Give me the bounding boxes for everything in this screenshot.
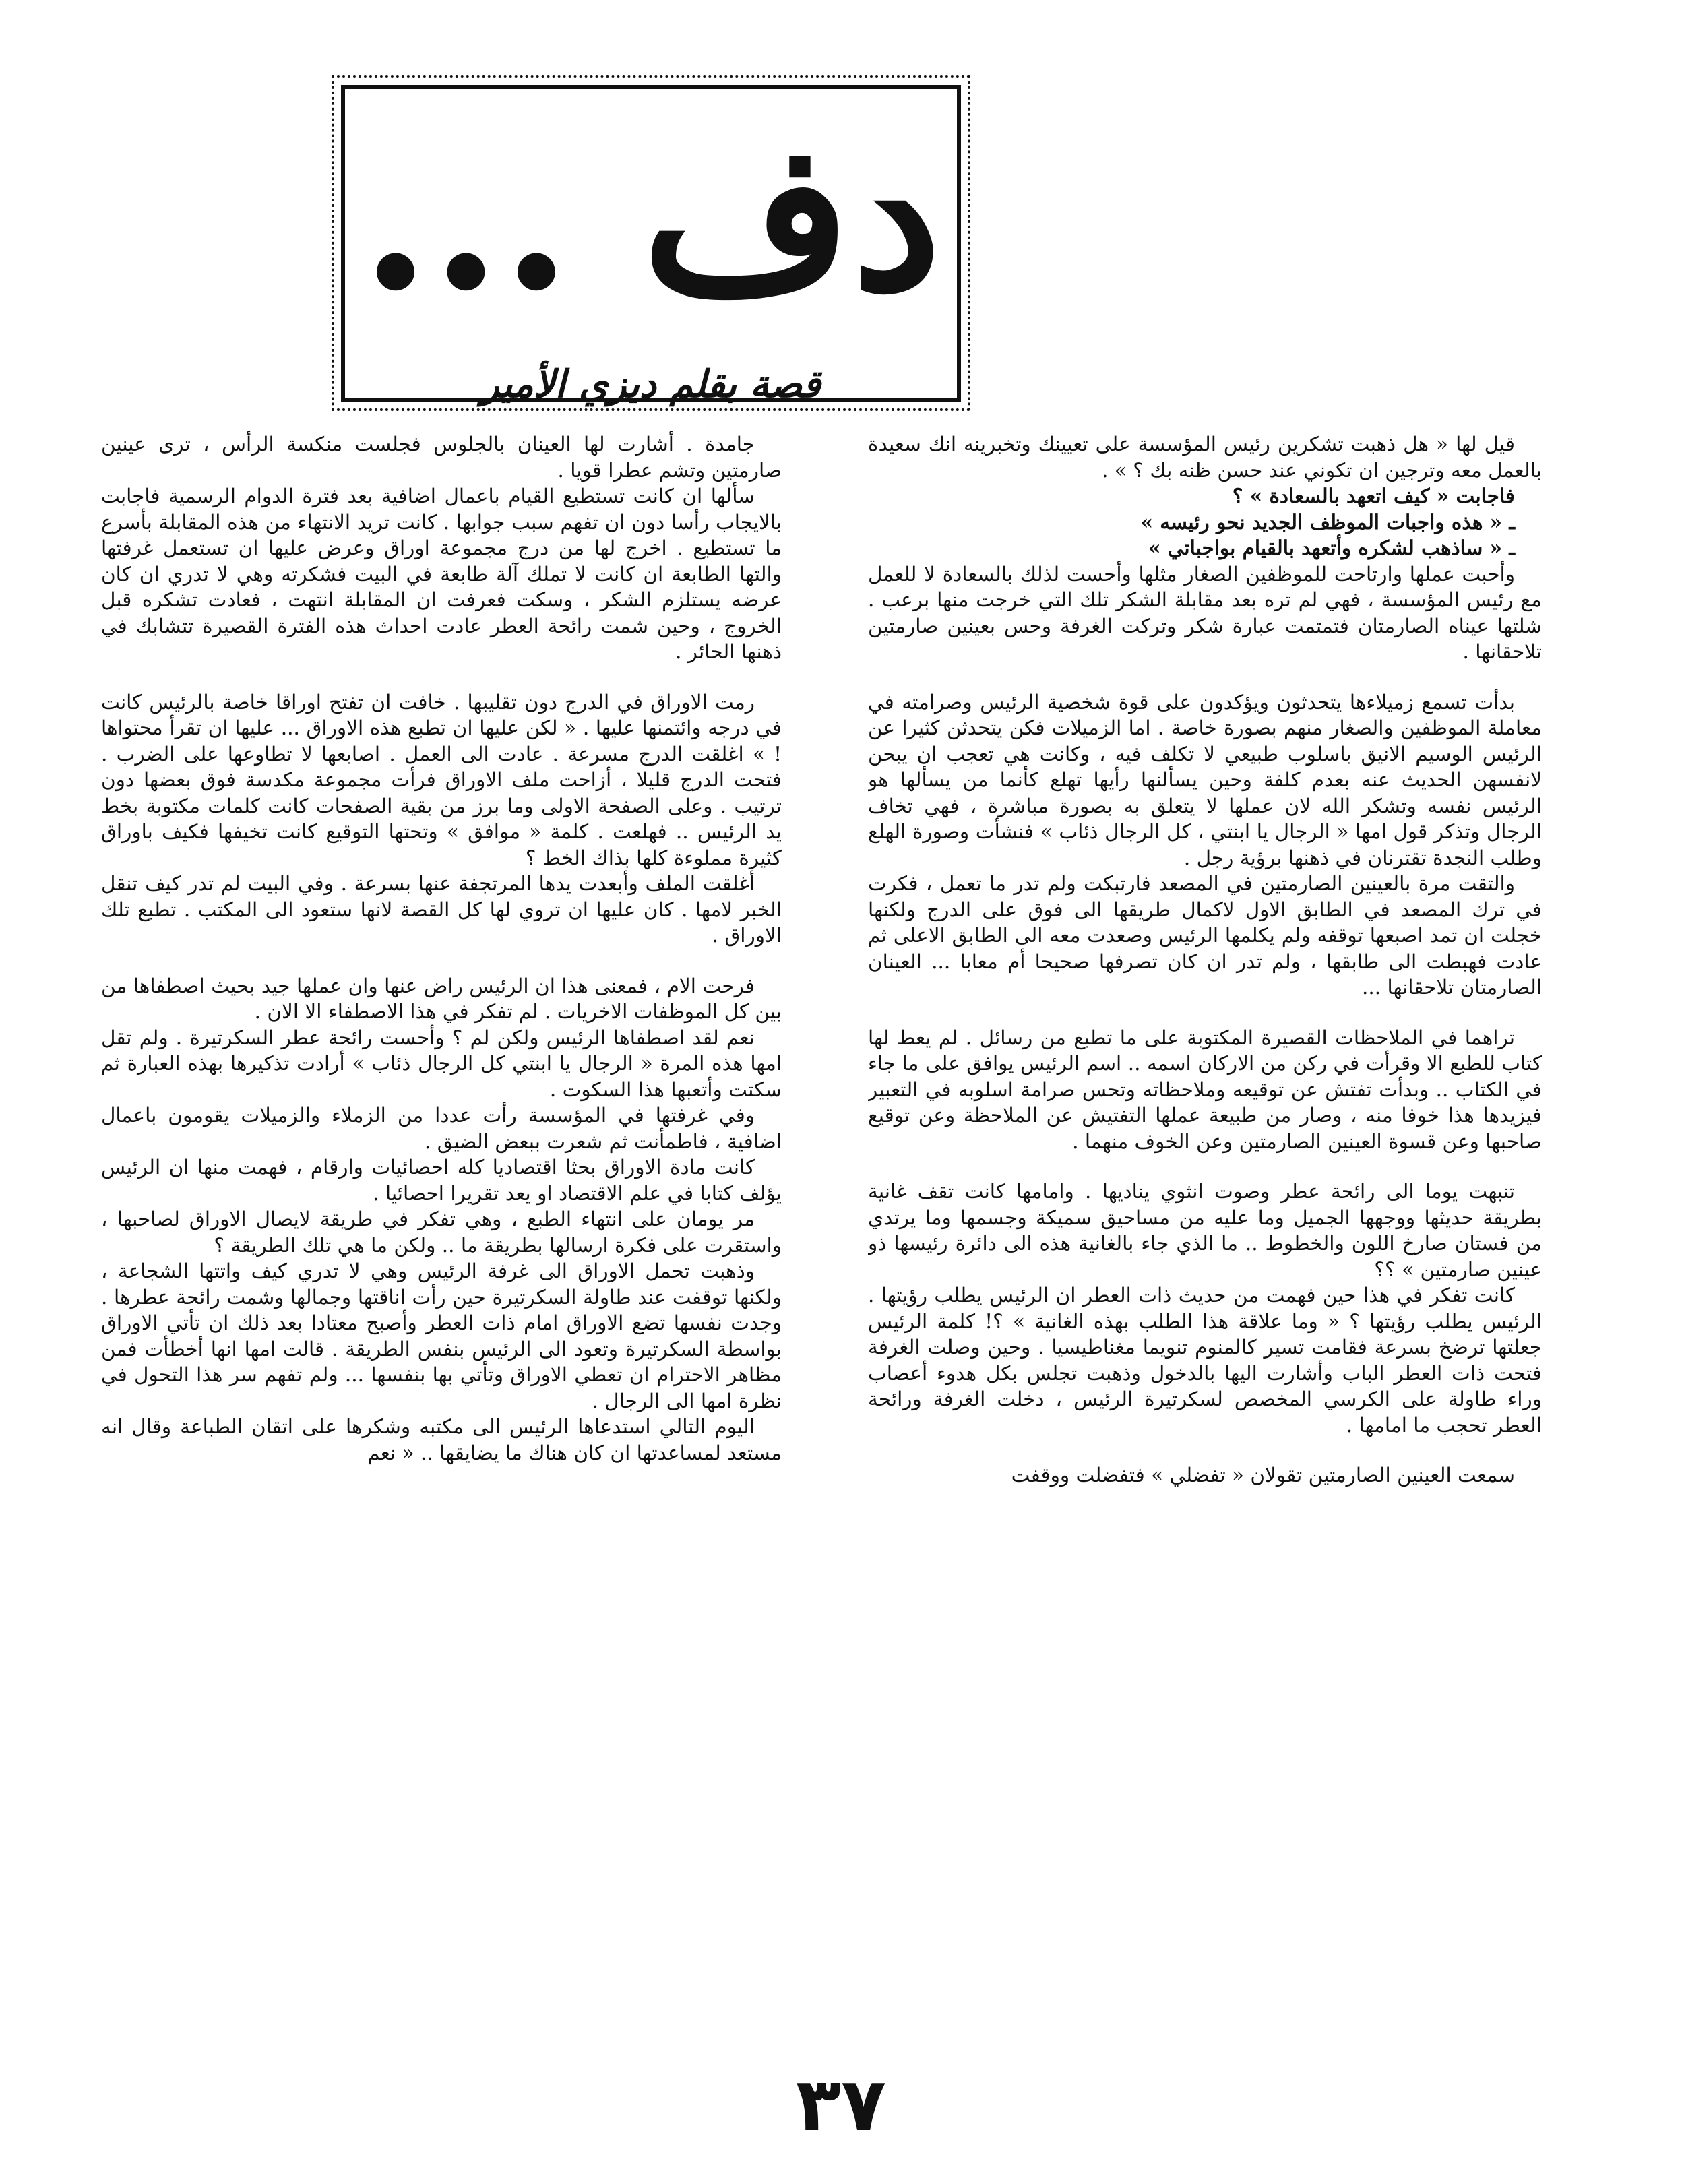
paragraph: سألها ان كانت تستطيع القيام باعمال اضافية بعد فترة الدوام الرسمية فاجابت بالايجاب رأسا دون ان تفهم سبب جوابها . كانت تريد الانتهاء من هذه المقابلة بأسرع ما تستطيع . اخرج لها من درج مجموعة اوراق وعرض عليها ان تستعمل غرفتها والتها الطابعة ان كانت لا تملك آلة طابعة في البيت فشكرته وهي لا تدري ان كان عرضه يستلزم الشكر ، وسكت فعرفت ان المقابلة انتهت ، فعادت تشكره قبل الخروج ، وحين شمت رائحة العطر عادت احداث هذه الفترة القصيرة تتشابك في ذهنها الحائر .	[101, 485, 782, 663]
right-column	[868, 431, 1542, 2022]
paragraph: وفي غرفتها في المؤسسة رأت عددا من الزملاء والزميلات يقومون باعمال اضافية ، فاطمأنت ثم شعرت ببعض الضيق .	[101, 1104, 782, 1153]
paragraph: أغلقت الملف وأبعدت يدها المرتجفة عنها بسرعة . وفي البيت لم تدر كيف تنقل الخبر لامها . كان عليها ان تروي لها كل القصة لانها ستعود الى المكتب . تطبع تلك الاوراق .	[101, 872, 782, 947]
paragraph: فرحت الام ، فمعنى هذا ان الرئيس راض عنها وان عملها جيد بحيث اصطفاها من بين كل الموظفات الاخريات . لم تفكر في هذا الاصطفاء الا الان .	[101, 974, 782, 1023]
paragraph: اليوم التالي استدعاها الرئيس الى مكتبه وشكرها على اتقان الطباعة وقال انه مستعد لمساعدتها ان كان هناك ما يضايقها .. « نعم	[101, 1415, 782, 1464]
paragraph: كانت تفكر في هذا حين فهمت من حديث ذات العطر ان الرئيس يطلب رؤيتها . الرئيس يطلب رؤيتها ؟ « وما علاقة هذا الطلب بهذه الغانية » ؟! كلمة الرئيس جعلتها ترضخ بسرعة فقامت تسير كالمنوم تنويما مغناطيسيا . وحين وصلت الغرفة فتحت ذات العطر الباب وأشارت اليها بالدخول وذهبت تجلس بكل هدوء أعصاب وراء طاولة على الكرسي المخصص لسكرتيرة الرئيس ، دخلت الغرفة ورائحة العطر تحجب ما امامها .	[868, 1284, 1542, 1437]
paragraph: قيل لها « هل ذهبت تشكرين رئيس المؤسسة على تعيينك وتخبرينه انك سعيدة بالعمل معه وترجين ان تكوني عند حسن ظنه بك ؟ » .	[868, 433, 1542, 482]
paragraph: مر يومان على انتهاء الطبع ، وهي تفكر في طريقة لايصال الاوراق لصاحبها ، واستقرت على فكرة ارسالها بطريقة ما .. ولكن ما هي تلك الطريقة ؟	[101, 1208, 782, 1257]
paragraph: سمعت العينين الصارمتين تقولان « تفضلي » فتفضلت ووقفت	[1011, 1464, 1515, 1487]
title-frame	[341, 85, 961, 406]
paragraph: جامدة . أشارت لها العينان بالجلوس فجلست منكسة الرأس ، ترى عينين صارمتين وتشم عطرا قويا .	[101, 433, 782, 482]
paragraph: بدأت تسمع زميلاءها يتحدثون ويؤكدون على قوة شخصية الرئيس وصرامته في معاملة الموظفين والصغار منهم بصورة خاصة . اما الزميلات فكن يتحدثن كثيرا عن الرئيس الوسيم الانيق باسلوب طبيعي لا تكلف فيه ، وكانت هي تعجب ان يبحن لانفسهن الحديث عنه بعدم كلفة وحين يسألنها رأيها تهلع كأنما من يسألها هو الرئيس نفسه وتشكر الله لان عملها لا يتعلق به بصورة مباشرة ، فهي تخاف الرجال وتذكر قول امها « الرجال يا ابنتي ، كل الرجال ذئاب » فنشأت وصورة الهلع وطلب النجدة تقترنان في ذهنها برؤية رجل .	[868, 690, 1542, 869]
paragraph: ـ « هذه واجبات الموظف الجديد نحو رئيسه »	[1140, 509, 1515, 534]
paragraph: فاجابت « كيف اتعهد بالسعادة » ؟	[1232, 484, 1515, 507]
paragraph: وذهبت تحمل الاوراق الى غرفة الرئيس وهي لا تدري كيف واتتها الشجاعة ، ولكنها توقفت عند طاولة السكرتيرة حين رأت اناقتها وجمالها وشمت رائحة عطرها . وجدت نفسها تضع الاوراق امام ذات العطر وأصبح معتادا بعد ذلك ان تأتي الاوراق بواسطة السكرتيرة وتعود الى الرئيس بنفس الطريقة . قالت امها انها أخطأت فمن مظاهر الاحترام ان تعطي الاوراق وتأتي بها بنفسها ... ولم تفهم سر هذا التحول في نظرة امها الى الرجال .	[101, 1259, 782, 1412]
paragraph: نعم لقد اصطفاها الرئيس ولكن لم ؟ وأحست رائحة عطر السكرتيرة . ولم تقل امها هذه المرة « الرجال يا ابنتي كل الرجال ذئاب » أرادت تذكيرها بهذه العبارة ثم سكتت وأتعبها هذا السكوت .	[101, 1026, 782, 1101]
paragraph: وأحبت عملها وارتاحت للموظفين الصغار مثلها وأحست لذلك بالسعادة لا للعمل مع رئيس المؤسسة ، فهي لم تره بعد مقابلة الشكر تلك التي خرجت منها برعب . شلتها عيناه الصارمتان فتمتمت عبارة شكر وتركت الغرفة وحس بعينين صارمتين تلاحقانها .	[868, 562, 1542, 663]
page-number: ٣٧	[795, 2061, 887, 2148]
paragraph: ـ « ساذهب لشكره وأتعهد بالقيام بواجباتي »	[1148, 536, 1515, 559]
story-title: دف ...	[360, 98, 942, 336]
paragraph: كانت مادة الاوراق بحثا اقتصاديا كله احصائيات وارقام ، فهمت منها ان الرئيس يؤلف كتابا في علم الاقتصاد او يعد تقريرا احصائيا .	[101, 1156, 782, 1205]
paragraph: تراهما في الملاحظات القصيرة المكتوبة على ما تطبع من رسائل . لم يعط لها كتاب للطبع الا وقرأت في ركن من الاركان اسمه .. اسم الرئيس يوافق على ما جاء في الكتاب .. وبدأت تفتش عن توقيعه وملاحظاته وتحس صرامة اسلوبه في التعبير فيزيدها هذا خوفا منه ، وصار من طبيعة عملها التفتيش عن الملاحظة وعن توقيع صاحبها وعن قسوة العينين الصارمتين وعن الخوف منهما .	[868, 1026, 1542, 1153]
story-byline: قصة بقلم ديزي الأمير	[480, 362, 821, 406]
left-column	[101, 431, 782, 2022]
paragraph: تنبهت يوما الى رائحة عطر وصوت انثوي يناديها . وامامها كانت تقف غانية بطريقة حديثها ووجهها الجميل وما عليه من مساحيق سميكة وجسمها وما يرتدي من فستان صارخ اللون والخطوط .. ما الذي جاء بالغانية هذه الى دائرة رئيسها ذو عينين صارمتين » ؟؟	[868, 1180, 1542, 1281]
paragraph: رمت الاوراق في الدرج دون تقليبها . خافت ان تفتح اوراقا خاصة بالرئيس كانت في درجه وائتمنها عليها . « لكن عليها ان تطبع هذه الاوراق ... عليها ان تقرأ محتواها ! » اغلقت الدرج مسرعة . عادت الى العمل . اصابعها لا تطاوعها على الضرب . فتحت الدرج قليلا ، أزاحت ملف الاوراق فرأت مجموعة مكدسة فوق بعضها دون ترتيب . وعلى الصفحة الاولى وما برز من بقية الصفحات كانت كلمات مكتوبة بخط يد الرئيس .. فهلعت . كلمة « موافق » وتحتها التوقيع كانت تخيفها فكيف باوراق كثيرة مملوءة كلها بذاك الخط ؟	[101, 690, 782, 869]
paragraph: والتقت مرة بالعينين الصارمتين في المصعد فارتبكت ولم تدر ما تعمل ، فكرت في ترك المصعد في الطابق الاول لاكمال طريقها الى فوق على الدرج ولكنها خجلت ان تمد اصبعها توقفه ولم يكلمها الرئيس وصعدت معه الى الطابق الاعلى ثم عادت فهبطت الى طابقها ، ولم تدر ان كان تصرفها صحيحا أم معابا ... العينان الصارمتان تلاحقانها ...	[868, 872, 1542, 999]
